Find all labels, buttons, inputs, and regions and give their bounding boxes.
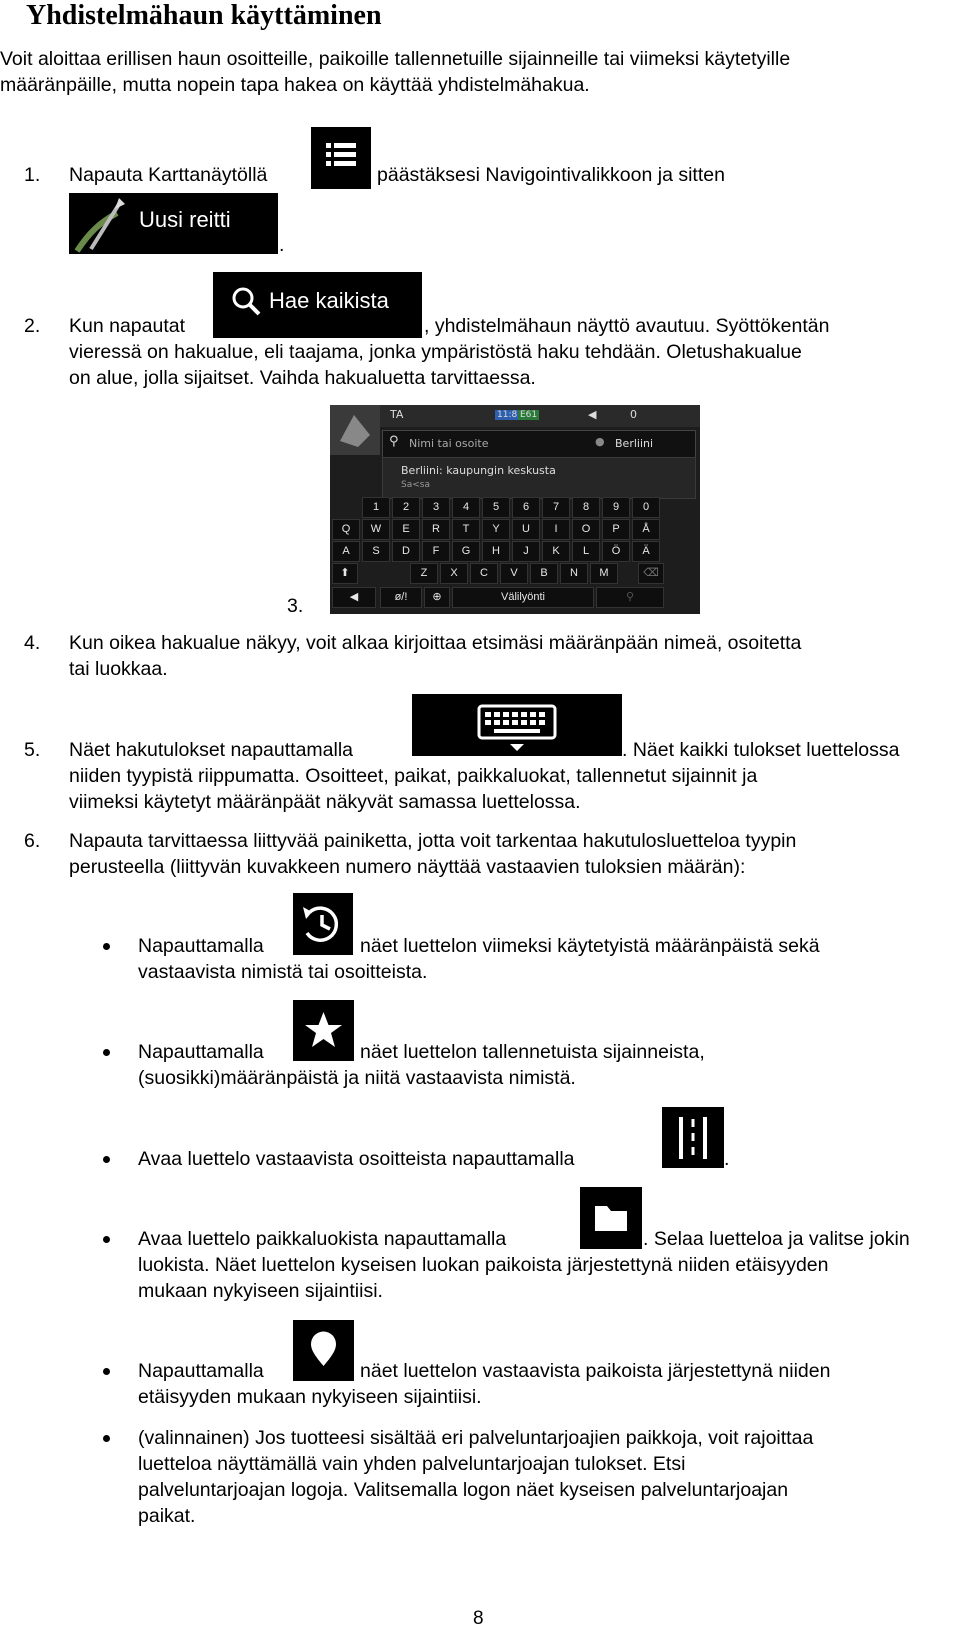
bullet-1-before: Napauttamalla [138,935,264,957]
keyboard-key[interactable]: S [362,541,390,562]
bullet [103,1049,110,1056]
bullet-1-line-2: vastaavista nimistä tai osoitteista. [138,961,428,983]
bullet-2-after: näet luettelon tallennetuista sijainneista, [360,1041,705,1063]
bullet-6-line-3: palveluntarjoajan logoja. Valitsemalla logon näet kyseisen palveluntarjoajan [138,1479,789,1501]
keyboard-key[interactable]: D [392,541,420,562]
bullet-6-line-1: (valinnainen) Jos tuotteesi sisältää eri palveluntarjoajien paikkoja, voit rajoittaa [138,1427,814,1449]
step-1-number: 1. [24,164,41,186]
bullet-5-before: Napauttamalla [138,1360,264,1382]
keyboard-key[interactable]: X [440,563,468,584]
step-5-line-2: niiden tyypistä riippumatta. Osoitteet, paikat, paikkaluokat, tallennetut sijainnit ja [69,765,758,787]
step-2-line-3: on alue, jolla sijaitset. Vaihda hakualuetta tarvittaessa. [69,367,536,389]
search-result-row[interactable] [382,457,696,499]
search-area[interactable]: Berliini [615,437,654,450]
keyboard-key[interactable]: 3 [422,497,450,518]
route-icon [69,193,129,254]
menu-button-image [311,127,371,189]
keyboard-key[interactable]: G [452,541,480,562]
volume-icon: ◀ [588,408,597,421]
intro-line-2: määränpäille, mutta nopein tapa hakea on käyttää yhdistelmähakua. [0,74,590,96]
keyboard-key[interactable]: O [572,519,600,540]
map-thumbnail [330,405,380,455]
step-4-line-2: tai luokkaa. [69,658,168,680]
keyboard-key[interactable]: 9 [602,497,630,518]
bullet-4-after: . Selaa luetteloa ja valitse jokin [643,1228,910,1250]
keyboard-key[interactable]: 4 [452,497,480,518]
keyboard-key[interactable]: F [422,541,450,562]
search-icon [227,282,267,322]
recent-button-image [293,893,353,955]
keyboard-key[interactable]: L [572,541,600,562]
step-1-end: . [279,234,285,256]
result-title: Berliini: kaupungin keskusta [401,464,556,477]
keyboard-key[interactable]: V [500,563,528,584]
bullet-4-line-2: luokista. Näet luettelon kyseisen luokan paikoista järjestettynä niiden etäisyyden [138,1254,829,1276]
step-2-text-after: , yhdistelmähaun näyttö avautuu. Syöttökentän [424,315,830,337]
addresses-button-image [662,1107,724,1168]
bullet-6-line-4: paikat. [138,1505,196,1527]
bullet-3-text: Avaa luettelo vastaavista osoitteista napauttamalla [138,1148,575,1170]
keyboard-key[interactable]: Y [482,519,510,540]
search-key[interactable]: ⚲ [596,587,664,608]
search-all-label: Hae kaikista [269,288,389,313]
keyboard-key[interactable]: N [560,563,588,584]
shift-key[interactable]: ⬆ [332,563,358,584]
search-icon: ⚲ [389,434,399,449]
road-icon [662,1107,724,1168]
globe-icon[interactable]: ⊕ [424,587,450,608]
keyboard-key[interactable]: Z [410,563,438,584]
bullet [103,1368,110,1375]
step-5-text-after: . Näet kaikki tulokset luettelossa [622,739,900,761]
step-5-text: Näet hakutulokset napauttamalla [69,739,354,761]
keyboard-key[interactable]: 2 [392,497,420,518]
star-icon [293,1000,354,1061]
favourites-button-image [293,1000,354,1061]
keyboard-key[interactable]: Q [332,519,360,540]
bullet-1-after: näet luettelon viimeksi käytetyistä määränpäistä sekä [360,935,820,957]
keyboard-key[interactable]: Å [632,519,660,540]
step-4-line-1: Kun oikea hakualue näkyy, voit alkaa kirjoittaa etsimäsi määränpään nimeä, osoitetta [69,632,802,654]
keyboard-key[interactable]: M [590,563,618,584]
new-route-label: Uusi reitti [139,207,231,232]
keyboard-key[interactable]: A [332,541,360,562]
symbols-key[interactable]: ø/! [380,587,422,608]
categories-button-image [580,1187,642,1249]
places-button-image [293,1320,354,1381]
keyboard-key[interactable]: P [602,519,630,540]
step-3-number: 3. [287,595,304,617]
bullet [103,943,110,950]
status-left: TA [390,408,404,421]
bullet-2-line-2: (suosikki)määränpäistä ja niitä vastaavista nimistä. [138,1067,576,1089]
keyboard-button-image [412,694,622,756]
keyboard-key[interactable]: 5 [482,497,510,518]
keyboard-key[interactable]: 0 [632,497,660,518]
bullet-3-end: . [724,1148,730,1170]
keyboard [330,497,700,614]
back-key[interactable]: ◀ [332,587,376,608]
bullet [103,1156,110,1163]
bullet [103,1435,110,1442]
step-6-line-2: perusteella (liittyvän kuvakkeen numero näyttää vastaavien tuloksien määrän): [69,856,746,878]
bullet-4-before: Avaa luettelo paikkaluokista napauttamalla [138,1228,507,1250]
bullet-5-line-2: etäisyyden mukaan nykyiseen sijaintiisi. [138,1386,482,1408]
search-all-button-image [213,272,422,338]
recent-clock-icon [293,893,353,955]
keyboard-key[interactable]: 7 [542,497,570,518]
status-right: 0 [630,408,637,421]
keyboard-key[interactable]: 1 [362,497,390,518]
space-key[interactable]: Välilyönti [452,587,594,608]
keyboard-key[interactable]: W [362,519,390,540]
bullet-5-after: näet luettelon vastaavista paikoista järjestettynä niiden [360,1360,831,1382]
keyboard-key[interactable]: J [512,541,540,562]
keyboard-key[interactable]: T [452,519,480,540]
search-input[interactable]: Nimi tai osoite [409,437,489,450]
step-2-line-2: vieressä on hakualue, eli taajama, jonka ympäristöstä haku tehdään. Oletushakualue [69,341,802,363]
step-1-text: Napauta Karttanäytöllä [69,164,268,186]
map-pin-icon [293,1320,354,1381]
menu-icon [311,127,371,189]
bullet-4-line-3: mukaan nykyiseen sijaintiisi. [138,1280,383,1302]
backspace-key[interactable]: ⌫ [638,563,664,584]
step-1-text-after: päästäksesi Navigointivalikkoon ja sitten [377,164,725,186]
status-badge-time: 11:8 [497,410,518,420]
folder-icon [580,1187,642,1249]
keyboard-key[interactable]: U [512,519,540,540]
result-subtitle: Sa<sa [401,480,430,490]
step-6-number: 6. [24,830,41,852]
map-icon [330,405,380,455]
keyboard-key[interactable]: H [482,541,510,562]
keyboard-key[interactable]: C [470,563,498,584]
keyboard-key[interactable]: I [542,519,570,540]
keyboard-key[interactable]: Ö [602,541,630,562]
new-route-button-image [69,193,278,254]
step-4-number: 4. [24,632,41,654]
bullet-6-line-2: luetteloa näyttämällä vain yhden palveluntarjoajan tulokset. Etsi [138,1453,686,1475]
status-badge-road: E61 [520,410,538,420]
keyboard-key[interactable]: B [530,563,558,584]
bullet [103,1236,110,1243]
keyboard-key[interactable]: 6 [512,497,540,518]
page-title: Yhdistelmähaun käyttäminen [26,0,382,31]
keyboard-icon [412,694,622,756]
area-icon: ● [595,435,605,448]
keyboard-key[interactable]: 8 [572,497,600,518]
step-5-number: 5. [24,739,41,761]
step-5-line-3: viimeksi käytetyt määränpäät näkyvät samassa luettelossa. [69,791,581,813]
keyboard-key[interactable]: Ä [632,541,660,562]
keyboard-key[interactable]: R [422,519,450,540]
step-6-line-1: Napauta tarvittaessa liittyvää painiketta, jotta voit tarkentaa hakutulosluetteloa tyypin [69,830,797,852]
step-2-text: Kun napautat [69,315,186,337]
keyboard-key[interactable]: K [542,541,570,562]
keyboard-key[interactable]: E [392,519,420,540]
intro-line-1: Voit aloittaa erillisen haun osoitteille, paikoille tallennetuille sijainneille tai viimeksi käytetyille [0,48,791,70]
search-bar[interactable] [382,430,696,458]
page-number: 8 [473,1608,484,1629]
bullet-2-before: Napauttamalla [138,1041,264,1063]
step-2-number: 2. [24,315,41,337]
